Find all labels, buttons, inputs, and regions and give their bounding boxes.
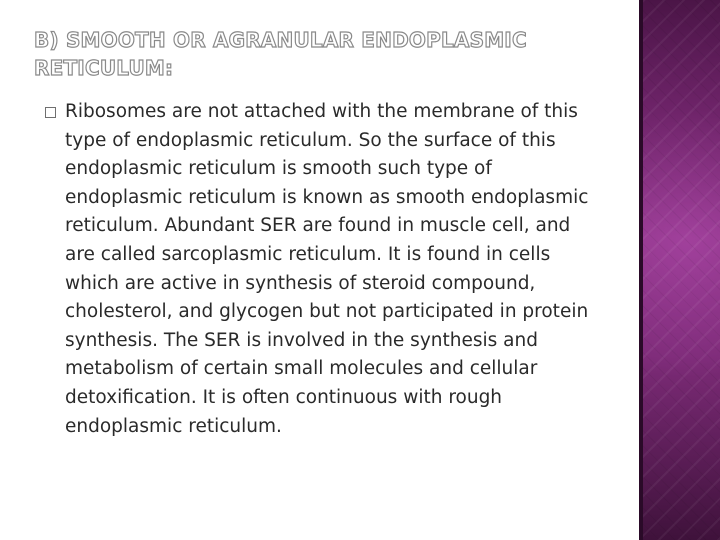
decorative-sidebar xyxy=(643,0,720,540)
bullet-text: Ribosomes are not attached with the membrane of this type of endoplasmic reticulum. So the surface of this endoplasmic reticulum is smooth such type of endoplasmic reticulum is known as smooth endoplasmic reticulum. Abundant SER are found in muscle cell, and are called sarcoplasmic reticulum. It is found in cells which are active in synthesis of steroid compound, cholesterol, and glycogen but not participated in protein synthesis. The SER is involved in the synthesis and metabolism of certain small molecules and cellular detoxification. It is often continuous with rough endoplasmic reticulum. xyxy=(65,101,589,437)
slide-title: B) SMOOTH OR AGRANULAR ENDOPLASMIC RETICULUM: xyxy=(34,28,527,80)
bullet-item xyxy=(44,98,604,441)
slide-body xyxy=(44,98,604,441)
square-bullet-icon xyxy=(45,107,56,118)
